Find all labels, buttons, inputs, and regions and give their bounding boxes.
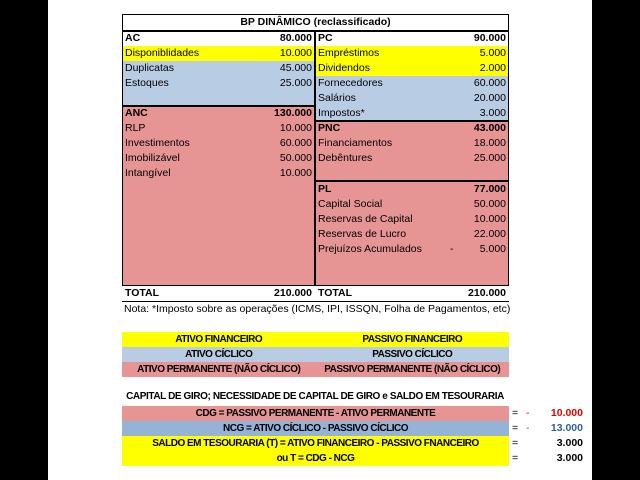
row-value: 22.000 bbox=[473, 228, 506, 240]
row-value: 130.000 bbox=[274, 107, 312, 119]
legend-right: PASSIVO FINANCEIRO bbox=[362, 334, 463, 345]
legend-row bbox=[122, 362, 509, 377]
row-value: 45.000 bbox=[279, 62, 312, 74]
row-value: 18.000 bbox=[473, 137, 506, 149]
row-label: Reservas de Lucro bbox=[318, 228, 407, 240]
row-value: 50.000 bbox=[279, 152, 312, 164]
row-label: Capital Social bbox=[318, 198, 383, 210]
row-label: Imobilizável bbox=[125, 152, 180, 164]
row-label: Financiamentos bbox=[318, 137, 393, 149]
formula-value: 3.000 bbox=[556, 437, 583, 449]
formula-row bbox=[122, 406, 509, 421]
row-label: Prejuízos Acumulados bbox=[318, 243, 422, 255]
legend-left: ATIVO PERMANENTE (NÃO CÍCLICO) bbox=[137, 364, 301, 375]
equals-sign: = bbox=[512, 452, 519, 464]
row-value: 43.000 bbox=[473, 122, 506, 134]
row-value: 5.000 bbox=[479, 47, 506, 59]
row-value: 50.000 bbox=[473, 198, 506, 210]
row-label: AC bbox=[125, 32, 141, 44]
row-value: 90.000 bbox=[473, 32, 506, 44]
row-label: Duplicatas bbox=[125, 62, 175, 74]
equals-sign: = bbox=[512, 422, 519, 434]
row-label: PNC bbox=[318, 122, 341, 134]
legend-row bbox=[122, 332, 509, 347]
row-value: 10.000 bbox=[279, 47, 312, 59]
total-label: TOTAL bbox=[318, 287, 353, 299]
row-value: 2.000 bbox=[479, 62, 506, 74]
equals-sign: = bbox=[512, 437, 519, 449]
formula-text: ou T = CDG - NCG bbox=[276, 453, 355, 464]
divider bbox=[122, 30, 509, 32]
legend-right: PASSIVO CÍCLICO bbox=[372, 349, 453, 360]
row-label: Salários bbox=[318, 92, 356, 104]
row-label: Dividendos bbox=[318, 62, 370, 74]
formula-value: 10.000 bbox=[550, 407, 583, 419]
row-value: 20.000 bbox=[473, 92, 506, 104]
divider bbox=[315, 120, 509, 122]
total-assets bbox=[122, 286, 315, 301]
total-label: TOTAL bbox=[125, 287, 160, 299]
row-value: 60.000 bbox=[473, 77, 506, 89]
row-label: Impostos* bbox=[318, 107, 365, 119]
row-label: Intangível bbox=[125, 167, 171, 179]
row-value: 77.000 bbox=[473, 183, 506, 195]
row-value: 10.000 bbox=[473, 213, 506, 225]
title-text: BP DINÂMICO (reclassificado) bbox=[240, 16, 391, 28]
row-label: Investimentos bbox=[125, 137, 190, 149]
minus-sign: - bbox=[526, 422, 530, 434]
divider bbox=[122, 105, 315, 107]
row-label: Estoques bbox=[125, 77, 169, 89]
row-label: Empréstimos bbox=[318, 47, 380, 59]
row-value: 3.000 bbox=[479, 107, 506, 119]
formula-text: SALDO EM TESOURARIA (T) = ATIVO FINANCEIRO - PASSIVO FNANCEIRO bbox=[152, 438, 479, 449]
row-label: PL bbox=[318, 183, 332, 195]
row-label: Fornecedores bbox=[318, 77, 383, 89]
legend-row bbox=[122, 347, 509, 362]
total-value: 210.000 bbox=[274, 287, 312, 299]
divider bbox=[314, 30, 316, 302]
legend-left: ATIVO FINANCEIRO bbox=[175, 334, 263, 345]
total-liabilities bbox=[315, 286, 509, 301]
row-label: PC bbox=[318, 32, 333, 44]
formula-text: NCG = ATIVO CÍCLICO - PASSIVO CÍCLICO bbox=[223, 423, 408, 434]
row-label: ANC bbox=[125, 107, 148, 119]
row-value: 60.000 bbox=[279, 137, 312, 149]
table-frame bbox=[122, 14, 509, 302]
row-value: 80.000 bbox=[279, 32, 312, 44]
formula-row bbox=[122, 451, 509, 466]
formula-value: 13.000 bbox=[550, 422, 583, 434]
row-value: 10.000 bbox=[279, 167, 312, 179]
row-value: 25.000 bbox=[473, 152, 506, 164]
row-label: Debêntures bbox=[318, 152, 373, 164]
formula-text: CDG = PASSIVO PERMANENTE - ATIVO PERMANENTE bbox=[195, 408, 436, 419]
total-value: 210.000 bbox=[468, 287, 506, 299]
note: Nota: *Imposto sobre as operações (ICMS, IPI, ISSQN, Folha de Pagamentos, etc) bbox=[124, 303, 511, 315]
legend-right: PASSIVO PERMANENTE (NÃO CÍCLICO) bbox=[324, 364, 501, 375]
divider bbox=[315, 180, 509, 182]
formula-value: 3.000 bbox=[556, 452, 583, 464]
row-sign: - bbox=[450, 243, 454, 255]
formula-row bbox=[122, 436, 509, 451]
row-value: 25.000 bbox=[279, 77, 312, 89]
section-title: CAPITAL DE GIRO; NECESSIDADE DE CAPITAL DE GIRO e SALDO EM TESOURARIA bbox=[126, 391, 504, 402]
row-label: Reservas de Capital bbox=[318, 213, 413, 225]
formula-row bbox=[122, 421, 509, 436]
equals-sign: = bbox=[512, 407, 519, 419]
row-label: Disponiblidades bbox=[125, 47, 200, 59]
legend-left: ATIVO CÍCLICO bbox=[185, 349, 253, 360]
minus-sign: - bbox=[526, 407, 530, 419]
row-label: RLP bbox=[125, 122, 146, 134]
row-value: 5.000 bbox=[479, 243, 506, 255]
row-value: 10.000 bbox=[279, 122, 312, 134]
